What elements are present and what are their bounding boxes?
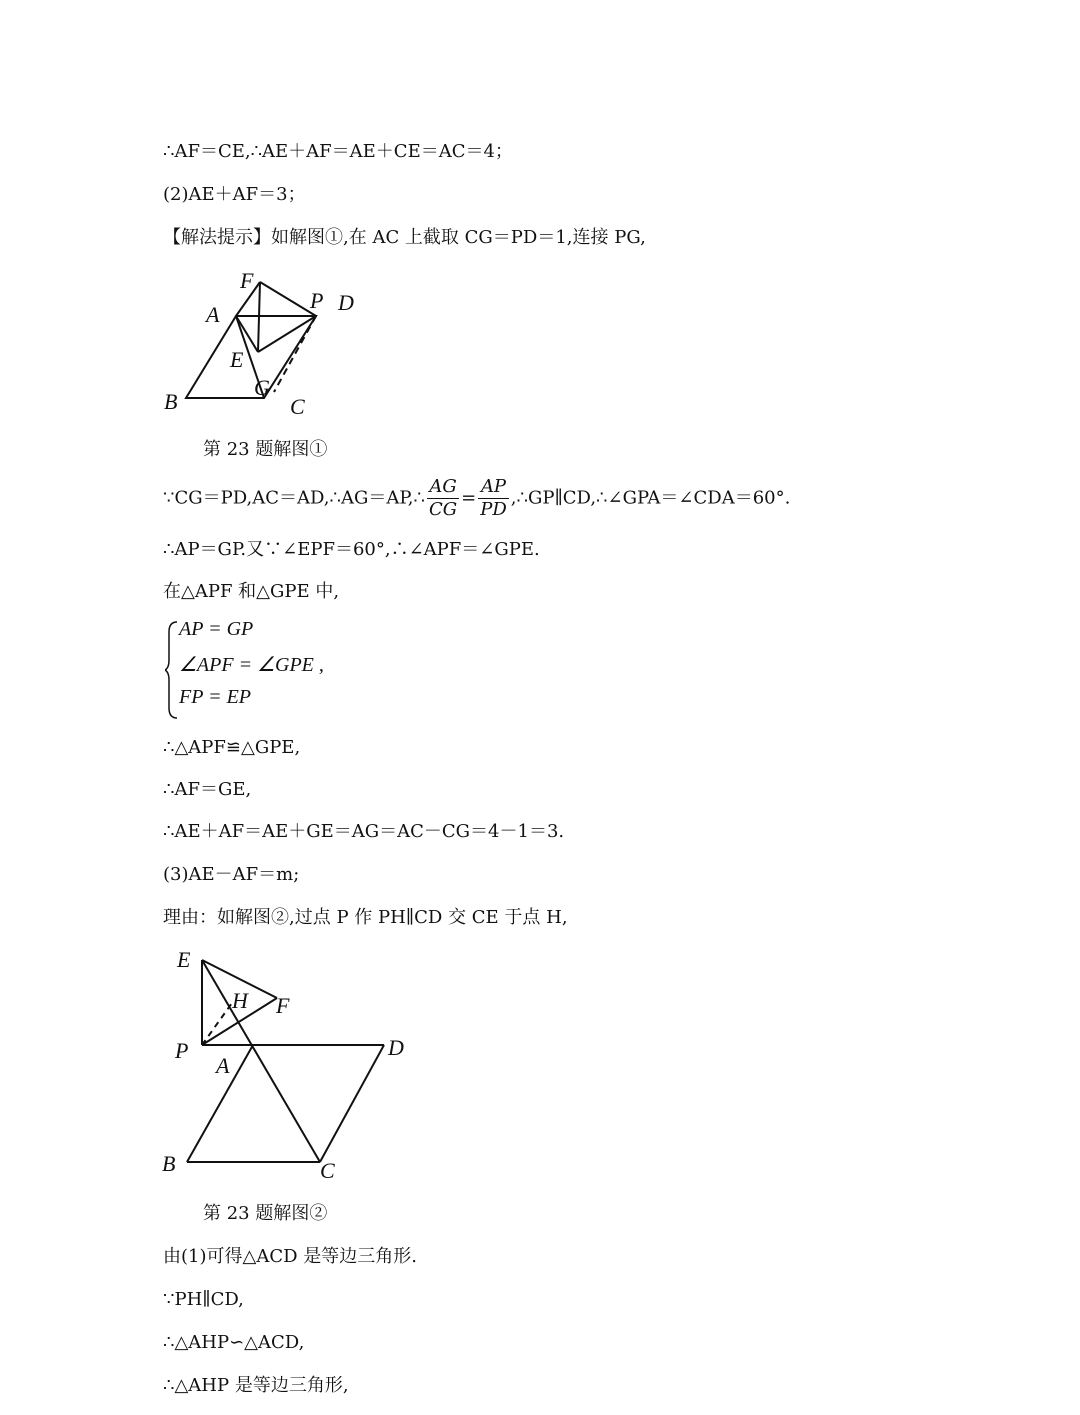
fig2-label-A: A bbox=[216, 1053, 230, 1078]
figure-2-caption: 第 23 题解图② bbox=[203, 1203, 328, 1224]
fig2-label-B: B bbox=[162, 1151, 176, 1176]
text-line-4: ∵CG＝PD,AC＝AD,∴AG＝AP,∴ $\frac{AG}{CG}$ = $\frac{AP}{PD}$ ,∴GP∥CD,∴∠GPA＝∠CDA＝60°. bbox=[163, 476, 791, 520]
fig1-label-A: A bbox=[206, 302, 220, 327]
text-line-3: 【解法提示】如解图①,在 AC 上截取 CG＝PD＝1,连接 PG, bbox=[163, 227, 646, 248]
text-line-5: ∴AP＝GP.又∵∠EPF＝60°,∴∠APF＝∠GPE. bbox=[163, 539, 540, 560]
fraction-numerator: AP bbox=[478, 476, 509, 499]
fig2-label-F: F bbox=[276, 993, 290, 1018]
figure-2 bbox=[150, 940, 420, 1180]
fig1-label-F: F bbox=[240, 268, 254, 293]
text-line-4a: ∵CG＝PD,AC＝AD,∴AG＝AP,∴ bbox=[163, 487, 425, 509]
text-line-14: ∴△AHP∽△ACD, bbox=[163, 1332, 305, 1353]
text-line-4b: ,∴GP∥CD,∴∠GPA＝∠CDA＝60°. bbox=[510, 487, 791, 509]
text-line-9: ∴AE＋AF＝AE＋GE＝AG＝AC－CG＝4－1＝3. bbox=[163, 821, 565, 842]
system-row-3: FP = EP bbox=[179, 686, 252, 708]
fig2-label-P: P bbox=[175, 1038, 189, 1063]
fig2-label-E: E bbox=[177, 947, 191, 972]
fraction-numerator: AG bbox=[427, 476, 459, 499]
fig1-label-C: C bbox=[290, 394, 305, 419]
fig2-dashed-PH bbox=[202, 1003, 232, 1045]
text-line-6: 在△APF 和△GPE 中, bbox=[163, 581, 340, 602]
fig1-label-E: E bbox=[230, 347, 244, 372]
system-row-1: AP = GP bbox=[179, 618, 254, 640]
fig1-label-P: P bbox=[310, 288, 324, 313]
text-line-15: ∴△AHP 是等边三角形, bbox=[163, 1375, 349, 1396]
system-row-2: ∠APF = ∠GPE , bbox=[179, 654, 324, 676]
fig2-label-H: H bbox=[232, 988, 248, 1013]
fig2-label-D: D bbox=[388, 1035, 404, 1060]
fraction-ap-pd bbox=[478, 476, 509, 521]
left-brace-icon bbox=[165, 620, 179, 720]
text-line-13: ∵PH∥CD, bbox=[163, 1289, 244, 1310]
fig1-label-G: G bbox=[254, 375, 270, 400]
text-line-1: ∴AF＝CE,∴AE＋AF＝AE＋CE＝AC＝4； bbox=[163, 141, 513, 162]
fraction-denominator: CG bbox=[428, 499, 458, 520]
fig1-label-D: D bbox=[338, 290, 354, 315]
text-line-10: (3)AE－AF＝m; bbox=[163, 864, 300, 885]
fraction-denominator: PD bbox=[480, 499, 507, 520]
text-line-12: 由(1)可得△ACD 是等边三角形. bbox=[163, 1246, 417, 1267]
fig1-dashed-PG bbox=[274, 316, 316, 392]
text-line-8: ∴AF＝GE, bbox=[163, 779, 252, 800]
text-line-2: (2)AE＋AF＝3； bbox=[163, 184, 306, 205]
figure-1-caption: 第 23 题解图① bbox=[203, 439, 328, 460]
text-line-11: 理由：如解图②,过点 P 作 PH∥CD 交 CE 于点 H, bbox=[163, 907, 568, 928]
text-line-7: ∴△APF≌△GPE, bbox=[163, 737, 301, 758]
fraction-ag-cg bbox=[427, 476, 459, 521]
figure-1 bbox=[150, 262, 390, 422]
fig2-label-C: C bbox=[320, 1158, 335, 1180]
fig1-label-B: B bbox=[164, 389, 178, 414]
